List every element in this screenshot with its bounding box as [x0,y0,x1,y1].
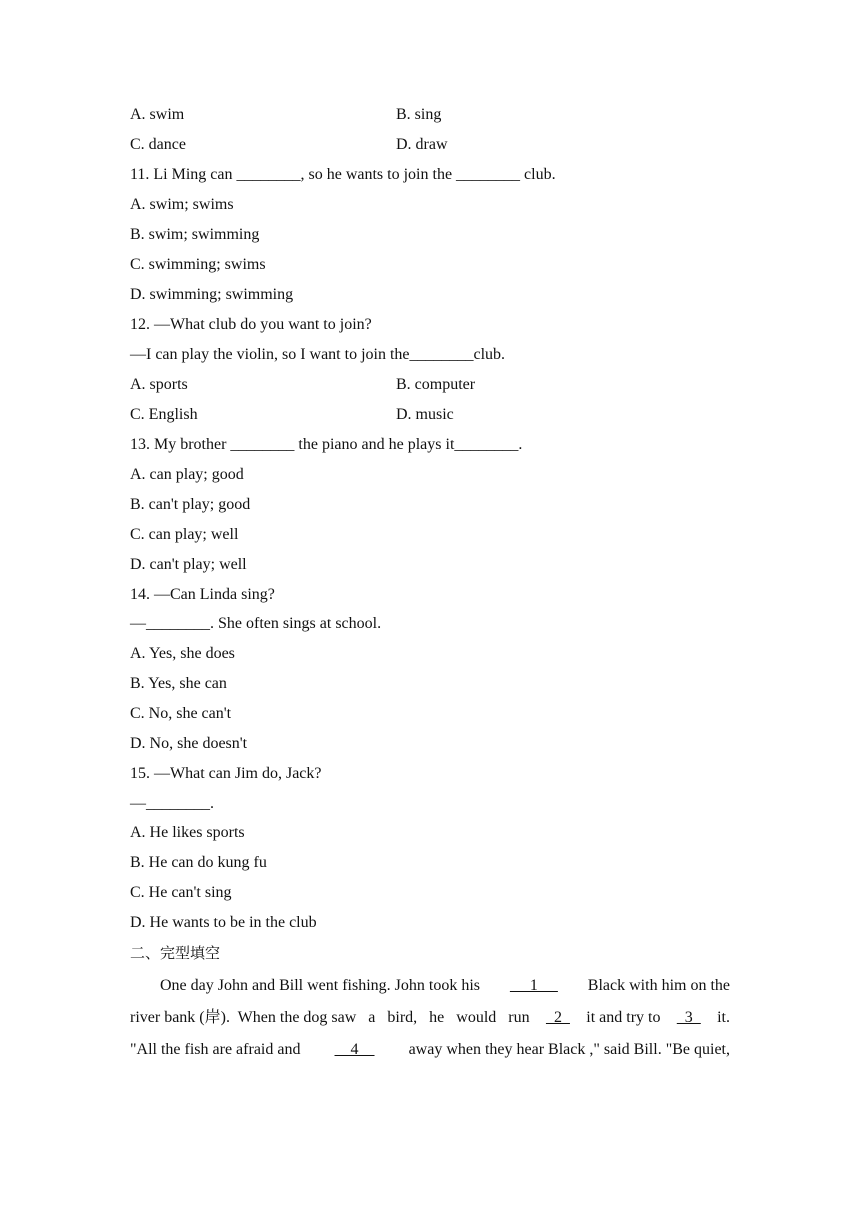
q15-option-d[interactable]: D. He wants to be in the club [130,914,317,931]
passage-line-3-text-a: "All the fish are afraid and [130,1041,301,1058]
q11-stem: 11. Li Ming can ________, so he wants to join the ________ club. [130,166,556,183]
q14-stem: 14. —Can Linda sing? [130,586,275,603]
q12-option-d[interactable]: D. music [396,406,454,423]
q15-option-c[interactable]: C. He can't sing [130,884,232,901]
blank-3[interactable]: 3 [676,1009,701,1026]
q12-option-c[interactable]: C. English [130,406,198,423]
q12-stem: 12. —What club do you want to join? [130,316,372,333]
q11-option-b[interactable]: B. swim; swimming [130,226,260,243]
passage-line-2 [130,1008,730,1028]
q12-option-a[interactable]: A. sports [130,376,188,393]
q11-option-a[interactable]: A. swim; swims [130,196,234,213]
q12-reply: —I can play the violin, so I want to join the________club. [130,346,506,363]
q14-option-c[interactable]: C. No, she can't [130,705,232,722]
q13-option-b[interactable]: B. can't play; good [130,496,251,513]
blank-4[interactable]: 4 [334,1041,375,1058]
passage-line-1-text-a: One day John and Bill went fishing. John took his [160,977,480,994]
q13-option-c[interactable]: C. can play; well [130,526,239,543]
q10-option-b[interactable]: B. sing [396,106,442,123]
q14-option-b[interactable]: B. Yes, she can [130,675,227,692]
passage-line-3-text-b: away when they hear Black ," said Bill. "Be quiet, [408,1041,730,1058]
q10-option-a[interactable]: A. swim [130,106,185,123]
q11-option-d[interactable]: D. swimming; swimming [130,286,294,303]
q13-option-a[interactable]: A. can play; good [130,466,244,483]
passage-line-3 [130,1040,730,1060]
blank-2[interactable]: 2 [545,1009,570,1026]
q15-option-b[interactable]: B. He can do kung fu [130,854,267,871]
q12-option-b[interactable]: B. computer [396,376,476,393]
q10-option-c[interactable]: C. dance [130,136,186,153]
q15-reply: —________. [130,795,214,812]
q15-option-a[interactable]: A. He likes sports [130,824,245,841]
passage-line-1-text-b: Black with him on the [587,977,730,994]
blank-1[interactable]: 1 [509,977,558,994]
passage-line-2-text-b: it and try to [586,1009,661,1026]
q14-option-a[interactable]: A. Yes, she does [130,645,235,662]
q15-stem: 15. —What can Jim do, Jack? [130,765,322,782]
section-heading: 二、完型填空 [130,944,221,962]
q13-option-d[interactable]: D. can't play; well [130,556,247,573]
passage-line-2-text-a: river bank (岸). When the dog saw a bird, he would run [130,1009,530,1026]
passage-line-1 [160,976,730,996]
passage-line-2-text-c: it. [717,1009,730,1026]
q14-option-d[interactable]: D. No, she doesn't [130,735,248,752]
q11-option-c[interactable]: C. swimming; swims [130,256,266,273]
q13-stem: 13. My brother ________ the piano and he plays it________. [130,436,523,453]
q14-reply: —________. She often sings at school. [130,615,382,632]
q10-option-d[interactable]: D. draw [396,136,448,153]
